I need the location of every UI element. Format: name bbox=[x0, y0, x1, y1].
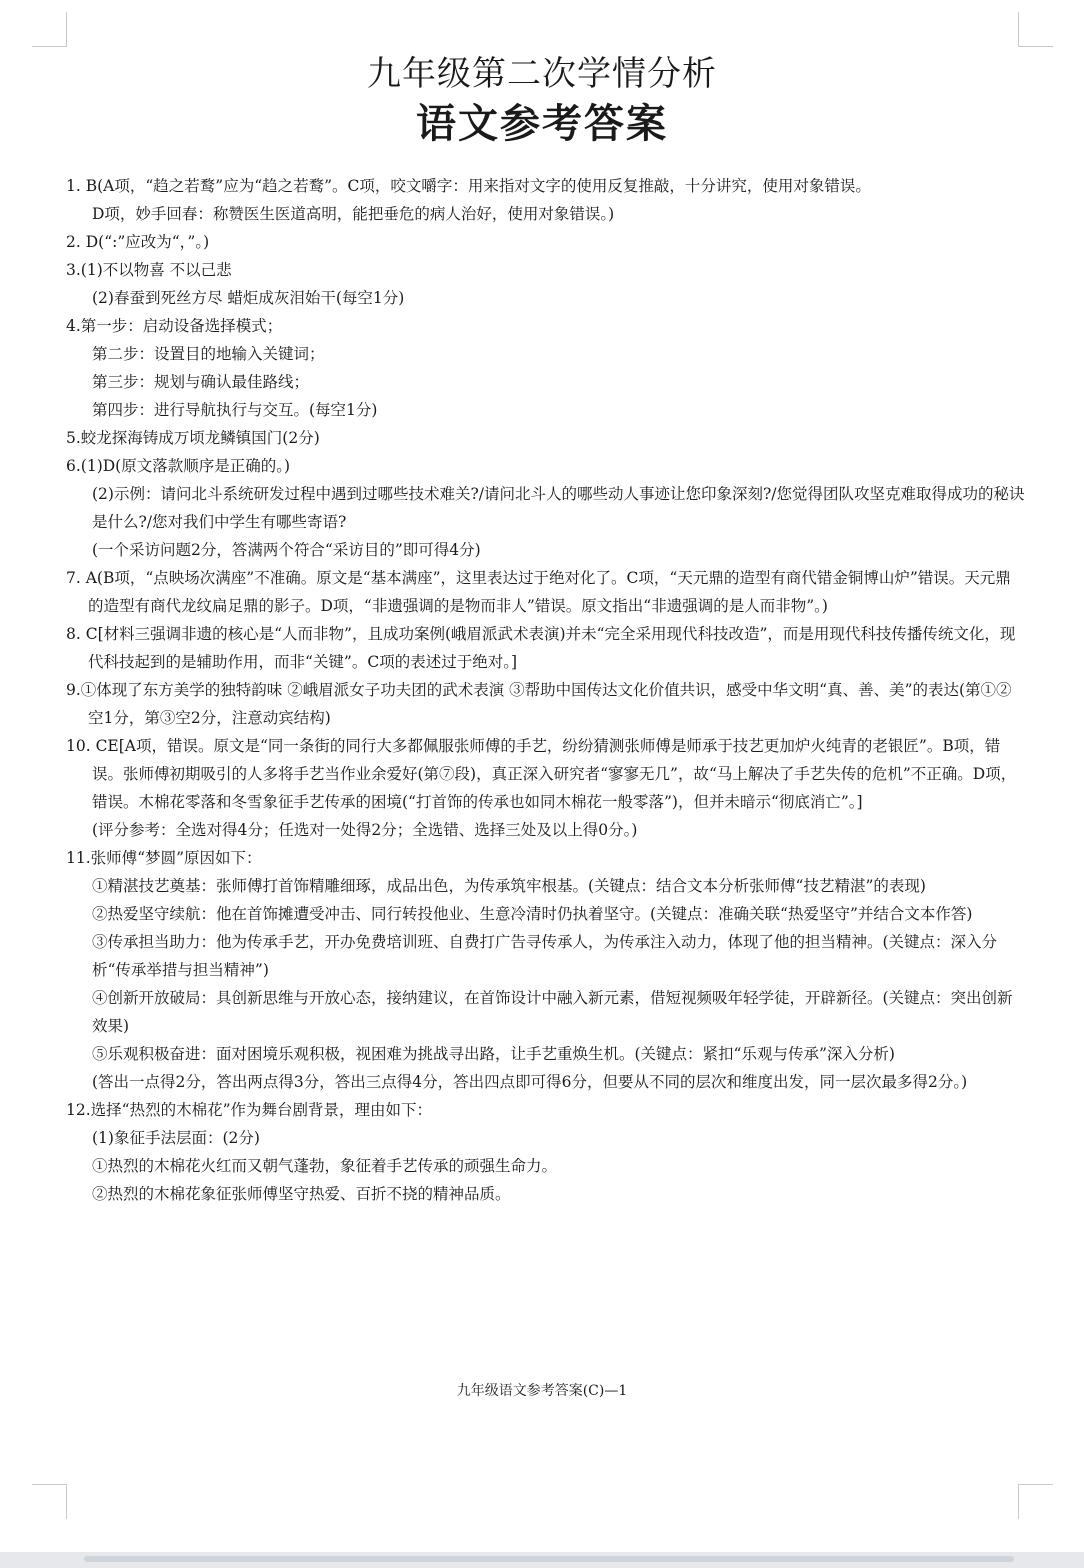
answer-2 bbox=[66, 228, 1026, 256]
crop-mark-bottom-left bbox=[32, 1484, 67, 1519]
scrollbar-thumb[interactable] bbox=[84, 1556, 1014, 1562]
answer-line: 12.选择“热烈的木棉花”作为舞台剧背景，理由如下： bbox=[66, 1101, 432, 1119]
answer-11 bbox=[66, 844, 1026, 1096]
answer-7 bbox=[66, 564, 1026, 620]
answer-line: 8. C[材料三强调非遗的核心是“人而非物”，且成功案例(峨眉派武术表演)并未“完全采用现代科技改造”，而是用现代科技传播传统文化，现代科技起到的是辅助作用，而非“关键”。C项的表述过于绝对。] bbox=[66, 625, 1016, 671]
answer-line: (1)象征手法层面：(2分) bbox=[92, 1129, 260, 1147]
answer-line: 11.张师傅“梦圆”原因如下： bbox=[66, 849, 262, 867]
answer-3 bbox=[66, 256, 1026, 312]
document-subtitle: 语文参考答案 bbox=[416, 101, 668, 147]
answer-line: 4.第一步：启动设备选择模式； bbox=[66, 317, 283, 335]
answer-8 bbox=[66, 620, 1026, 676]
document-title: 九年级第二次学情分析 bbox=[367, 54, 717, 94]
answer-5 bbox=[66, 424, 1026, 452]
answer-line: 9.①体现了东方美学的独特韵味 ②峨眉派女子功夫团的武术表演 ③帮助中国传达文化价值共识，感受中华文明“真、善、美”的表达(第①②空1分，第③空2分，注意动宾结构) bbox=[66, 681, 1012, 727]
answer-line: 1. B(A项，“趋之若鹜”应为“趋之若鹜”。C项，咬文嚼字：用来指对文字的使用反复推敲，十分讲究，使用对象错误。 bbox=[66, 177, 871, 195]
answer-line: ①热烈的木棉花火红而又朝气蓬勃，象征着手艺传承的顽强生命力。 bbox=[92, 1157, 558, 1175]
horizontal-scrollbar[interactable] bbox=[0, 1552, 1084, 1568]
answer-12 bbox=[66, 1096, 1026, 1208]
answer-line: 10. CE[A项，错误。原文是“同一条街的同行大多都佩服张师傅的手艺，纷纷猜测张师傅是师承于技艺更加炉火纯青的老银匠”。B项，错误。张师傅初期吸引的人多将手艺当作业余爱好(第⑦段)，真正深入研究者“寥寥无几”，故“马上解决了手艺失传的危机”不正确。D项，错误。木棉花零落和冬雪象征手艺传承的困境(“打首饰的传承也如同木棉花一般零落”)，但并未暗示“彻底消亡”。] bbox=[66, 737, 1017, 811]
answer-1 bbox=[66, 172, 1026, 228]
answer-6 bbox=[66, 452, 1026, 564]
crop-mark-top-left bbox=[32, 12, 67, 47]
answer-line: ⑤乐观积极奋进：面对困境乐观积极，视困难为挑战寻出路，让手艺重焕生机。(关键点：紧扣“乐观与传承”深入分析) bbox=[92, 1045, 895, 1063]
answer-line: 5.蛟龙探海铸成万顷龙鳞镇国门(2分) bbox=[66, 429, 320, 447]
answer-line: (2)春蚕到死丝方尽 蜡炬成灰泪始干(每空1分) bbox=[92, 289, 405, 307]
crop-mark-top-right bbox=[1018, 12, 1053, 47]
answer-line: (一个采访问题2分，答满两个符合“采访目的”即可得4分) bbox=[92, 541, 481, 559]
answer-list bbox=[66, 172, 1026, 1208]
answer-line: D项，妙手回春：称赞医生医道高明，能把垂危的病人治好，使用对象错误。) bbox=[92, 205, 615, 223]
answer-line: 3.(1)不以物喜 不以己悲 bbox=[66, 261, 232, 279]
answer-line: 第二步：设置目的地输入关键词； bbox=[92, 345, 325, 363]
answer-line: (2)示例：请问北斗系统研发过程中遇到过哪些技术难关?/请问北斗人的哪些动人事迹让您印象深刻?/您觉得团队攻坚克难取得成功的秘诀是什么?/您对我们中学生有哪些寄语? bbox=[92, 485, 1025, 531]
answer-line: ②热爱坚守续航：他在首饰摊遭受冲击、同行转投他业、生意冷清时仍执着坚守。(关键点：准确关联“热爱坚守”并结合文本作答) bbox=[92, 905, 973, 923]
answer-line: 第四步：进行导航执行与交互。(每空1分) bbox=[92, 401, 378, 419]
answer-line: (答出一点得2分，答出两点得3分，答出三点得4分，答出四点即可得6分，但要从不同的层次和维度出发，同一层次最多得2分。) bbox=[92, 1073, 968, 1091]
answer-9 bbox=[66, 676, 1026, 732]
answer-line: 2. D(“:”应改为“，”。) bbox=[66, 233, 210, 251]
answer-10 bbox=[66, 732, 1026, 844]
answer-line: ④创新开放破局：具创新思维与开放心态，接纳建议，在首饰设计中融入新元素，借短视频吸年轻学徒，开辟新径。(关键点：突出创新效果) bbox=[92, 989, 1013, 1035]
answer-line: 第三步：规划与确认最佳路线； bbox=[92, 373, 310, 391]
answer-line: ②热烈的木棉花象征张师傅坚守热爱、百折不挠的精神品质。 bbox=[92, 1185, 511, 1203]
answer-line: ①精湛技艺奠基：张师傅打首饰精雕细琢，成品出色，为传承筑牢根基。(关键点：结合文本分析张师傅“技艺精湛”的表现) bbox=[92, 877, 926, 895]
crop-mark-bottom-right bbox=[1018, 1484, 1053, 1519]
answer-line: (评分参考：全选对得4分；任选对一处得2分；全选错、选择三处及以上得0分。) bbox=[92, 821, 638, 839]
answer-line: 6.(1)D(原文落款顺序是正确的。) bbox=[66, 457, 291, 475]
page-footer: 九年级语文参考答案(C)—1 bbox=[456, 1383, 628, 1399]
answer-line: 7. A(B项，“点映场次满座”不准确。原文是“基本满座”，这里表达过于绝对化了。C项，“天元鼎的造型有商代错金铜博山炉”错误。天元鼎的造型有商代龙纹扁足鼎的影子。D项，“非遗强调的是物而非人”错误。原文指出“非遗强调的是人而非物”。) bbox=[66, 569, 1011, 615]
answer-4 bbox=[66, 312, 1026, 424]
answer-line: ③传承担当助力：他为传承手艺，开办免费培训班、自费打广告寻传承人，为传承注入动力，体现了他的担当精神。(关键点：深入分析“传承举措与担当精神”) bbox=[92, 933, 998, 979]
